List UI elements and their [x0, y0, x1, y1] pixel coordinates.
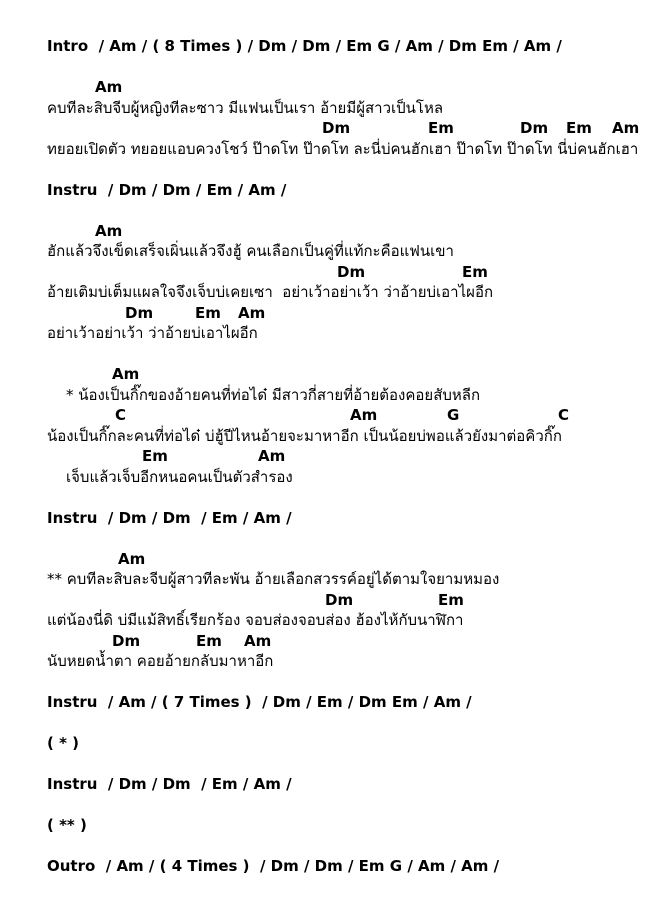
chord-line [0, 303, 670, 324]
chord-label: Em [428, 119, 454, 137]
lyric-line: ฮักแล้วจึงเข็ดเสร็จเผิ่นแล้วจึงฮู้ คนเลือกเป็นคู่ที่แท้กะคือแฟนเขา [47, 242, 454, 260]
lyric-line: ทยอยเปิดตัว ทยอยแอบควงโชว์ ป๊าดโท ป๊าดโท ละนี่บ่คนฮักเฮา ป๊าดโท ป๊าดโท นี่บ่คนฮักเฮา [47, 139, 639, 158]
chord-label: Am [350, 406, 378, 424]
chord-label: Dm [337, 262, 366, 281]
chord-line [0, 590, 670, 611]
repeat-star-line: ( * ) [47, 734, 79, 752]
lyric-line: คบทีละสิบจีบผู้หญิงทีละซาว มีแฟนเป็นเรา อ้ายมีผู้สาวเป็นโหล [47, 98, 444, 117]
repeat-double-star-line: ( ** ) [47, 816, 87, 834]
spacer [0, 200, 670, 221]
chord-label: Em [462, 262, 488, 281]
spacer [0, 795, 670, 816]
chord-line [0, 446, 670, 467]
chord-label: Em [195, 303, 221, 322]
instru-line: Instru / Dm / Dm / Em / Am / [47, 775, 292, 793]
spacer [0, 487, 670, 508]
chord-label: Am [612, 119, 640, 137]
spacer [0, 57, 670, 78]
chord-label: Em [196, 631, 222, 650]
lyric-line: เจ็บแล้วเจ็บอีกหนอคนเป็นตัวสำรอง [66, 467, 293, 486]
spacer [0, 344, 670, 365]
chord-label: C [558, 406, 570, 424]
chord-line [0, 262, 670, 283]
chord-label: Am [244, 631, 272, 650]
chord-label: Dm [125, 303, 154, 322]
chord-line [0, 631, 670, 652]
instru-line: Instru / Dm / Dm / Em / Am / [47, 508, 292, 527]
chord-label: Am [95, 221, 123, 240]
chord-line [0, 549, 670, 570]
chord-line [0, 118, 670, 139]
spacer [0, 754, 670, 775]
chord-label: Am [238, 303, 266, 322]
chord-line [0, 405, 670, 426]
lyric-line: อย่าเว้าอย่าเว้า ว่าอ้ายบ่เอาไผอีก [47, 324, 258, 342]
lyric-line: อ้ายเติมบ่เต็มแผลใจจึงเจ็บบ่เคยเซา อย่าเว้าอย่าเว้า ว่าอ้ายบ่เอาไผอีก [47, 283, 494, 301]
chord-label: Dm [520, 119, 549, 137]
chord-label: Dm [325, 590, 354, 609]
spacer [0, 159, 670, 180]
chord-label: Am [258, 447, 286, 465]
lyric-line: น้องเป็นกิ๊กละคนที่ท่อได๋ บ่ฮู้ปีไหนอ้ายจะมาหาอีก เป็นน้อยบ่พอแล้วยังมาต่อคิวกิ๊ก [47, 426, 562, 445]
intro-line: Intro / Am / ( 8 Times ) / Dm / Dm / Em G / Am / Dm Em / Am / [47, 37, 562, 55]
chord-label: C [115, 406, 127, 424]
instru-line: Instru / Am / ( 7 Times ) / Dm / Em / Dm Em / Am / [47, 693, 472, 711]
chord-line [0, 221, 670, 242]
chord-label: Dm [322, 119, 351, 137]
spacer [0, 672, 670, 693]
lyric-line: ** คบทีละสิบละจีบผู้สาวทีละพัน อ้ายเลือกสวรรค์อยู่ได้ตามใจยามหมอง [47, 570, 500, 588]
spacer [0, 713, 670, 734]
chord-label: Am [118, 549, 146, 568]
chord-label: Am [95, 78, 123, 96]
chord-label: Em [566, 119, 592, 137]
lyric-line: * น้องเป็นกิ๊กของอ้ายคนที่ท่อได๋ มีสาวกี่สายที่อ้ายต้องคอยสับหลีก [66, 385, 481, 404]
spacer [0, 836, 670, 857]
chord-label: Em [142, 447, 168, 465]
chord-line [0, 77, 670, 98]
instru-line: Instru / Dm / Dm / Em / Am / [47, 180, 287, 199]
spacer [0, 528, 670, 549]
chord-label: Dm [112, 631, 141, 650]
lyric-line: นับหยดน้ำตา คอยอ้ายกลับมาหาอีก [47, 652, 274, 670]
lyric-line: แต่น้องนี่ดิ บ่มีแม้สิทธิ์เรียกร้อง จอบส่องจอบส่อง ฮ้องไห้กับนาฬิกา [47, 611, 464, 629]
outro-line: Outro / Am / ( 4 Times ) / Dm / Dm / Em G / Am / Am / [47, 857, 500, 875]
chord-line [0, 364, 670, 385]
chord-label: G [447, 406, 460, 424]
chord-label: Em [438, 590, 464, 609]
chord-label: Am [112, 365, 140, 383]
